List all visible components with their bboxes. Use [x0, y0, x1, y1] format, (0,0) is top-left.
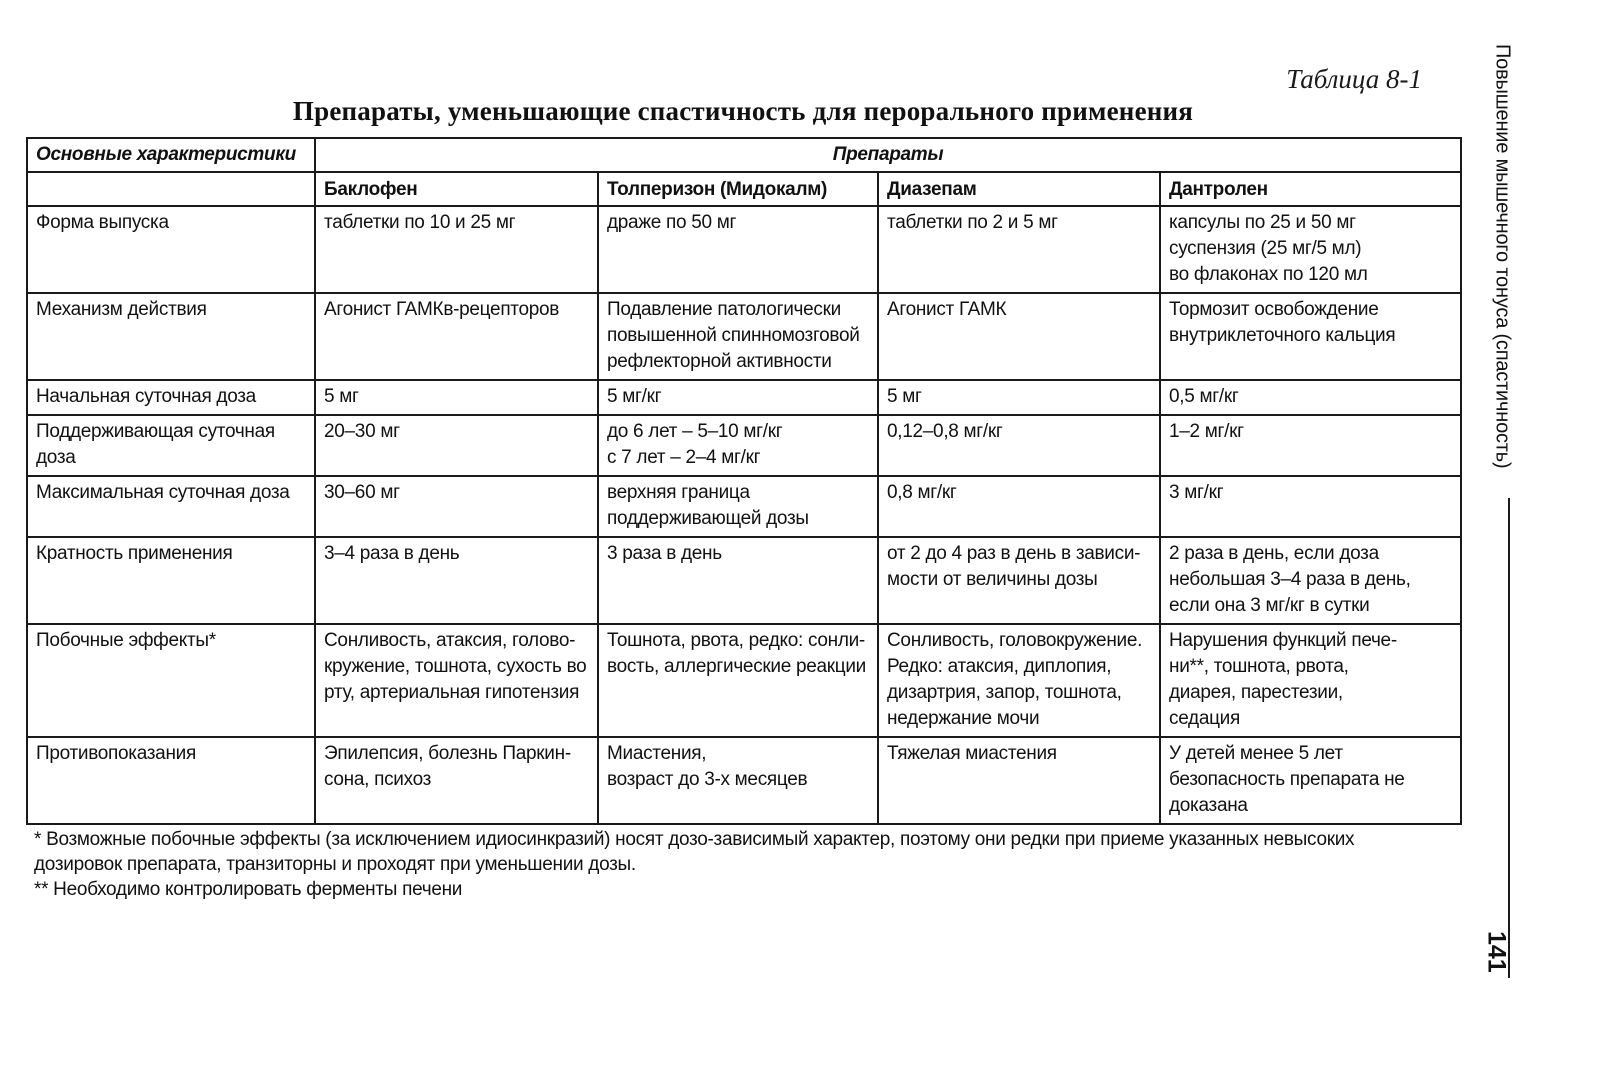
cell-line: верхняя граница: [607, 482, 750, 503]
table-row-frequency: [27, 537, 1461, 624]
cell-form-dantrolene: [1160, 206, 1461, 293]
cell-line: 1–2 мг/кг: [1169, 421, 1244, 442]
cell-line: повышенной спинномозговой: [607, 325, 860, 346]
cell-contraindications-dantrolene: [1160, 737, 1461, 824]
footnotes: [34, 827, 1454, 902]
footnote-1: * Возможные побочные эффекты (за исключением идиосинкразий) носят дозо-зависимый характер, поэтому они редки при приеме указанных невысоких: [34, 829, 1355, 850]
cell-line: дизартрия, запор, тошнота,: [887, 682, 1122, 703]
row-label-contraindications: Противопоказания: [27, 737, 315, 824]
table-title: Препараты, уменьшающие спастичность для перорального применения: [292, 96, 1194, 126]
cell-line: Миастения,: [607, 743, 707, 764]
row-label-initial-dose: Начальная суточная доза: [27, 380, 315, 415]
cell-side-effects-diazepam: [878, 624, 1160, 737]
cell-max-dose-baclofen: [315, 476, 598, 537]
footnote-2: ** Необходимо контролировать ферменты печени: [34, 879, 463, 900]
table-row-side-effects: [27, 624, 1461, 737]
cell-line: седация: [1169, 708, 1240, 729]
cell-form-diazepam: [878, 206, 1160, 293]
cell-line: 3 раза в день: [607, 543, 722, 564]
cell-line: Подавление патологически: [607, 299, 841, 320]
cell-max-dose-dantrolene: [1160, 476, 1461, 537]
cell-line: 2 раза в день, если доза: [1169, 543, 1379, 564]
cell-line: Эпилепсия, болезнь Паркин-: [324, 743, 571, 764]
cell-line: ни**, тошнота, рвота,: [1169, 656, 1349, 677]
table-body: [27, 206, 1461, 824]
cell-line: 0,8 мг/кг: [887, 482, 957, 503]
table-row-contraindications: [27, 737, 1461, 824]
footnote-1-continuation: дозировок препарата, транзиторны и проходят при уменьшении дозы.: [34, 854, 636, 875]
drug-header-tolperisone: Толперизон (Мидокалм): [598, 172, 878, 206]
cell-line: сона, психоз: [324, 769, 432, 790]
cell-line: 20–30 мг: [324, 421, 400, 442]
cell-line: Агонист ГАМКв-рецепторов: [324, 299, 560, 320]
cell-line: диарея, парестезии,: [1169, 682, 1343, 703]
cell-maintenance-dose-baclofen: [315, 415, 598, 476]
cell-form-baclofen: [315, 206, 598, 293]
cell-line: доказана: [1169, 795, 1248, 816]
cell-line: таблетки по 2 и 5 мг: [887, 212, 1058, 233]
side-rule: [1508, 498, 1510, 978]
cell-initial-dose-diazepam: [878, 380, 1160, 415]
cell-line: до 6 лет – 5–10 мг/кг: [607, 421, 783, 442]
cell-max-dose-diazepam: [878, 476, 1160, 537]
cell-line: безопасность препарата не: [1169, 769, 1405, 790]
table-row-form: [27, 206, 1461, 293]
table-row-max-dose: [27, 476, 1461, 537]
cell-line: Тошнота, рвота, редко: сонли-: [607, 630, 865, 651]
cell-line: таблетки по 10 и 25 мг: [324, 212, 516, 233]
header-row-drugs: [27, 172, 1461, 206]
cell-line: 3 мг/кг: [1169, 482, 1224, 503]
cell-line: кружение, тошнота, сухость во: [324, 656, 587, 677]
cell-line: 3–4 раза в день: [324, 543, 460, 564]
cell-line: рефлекторной активности: [607, 351, 832, 372]
table-row-maintenance-dose: [27, 415, 1461, 476]
row-label-side-effects: Побочные эффекты*: [27, 624, 315, 737]
cell-line: 5 мг: [324, 386, 359, 407]
cell-maintenance-dose-tolperisone: [598, 415, 878, 476]
header-row-top: [27, 138, 1461, 172]
running-head-text: Повышение мышечного тонуса (спастичность): [1491, 44, 1514, 469]
page-number-text: 141: [1482, 931, 1511, 973]
row-label-mechanism: Механизм действия: [27, 293, 315, 380]
table-number: Таблица 8-1: [1286, 64, 1422, 94]
cell-side-effects-tolperisone: [598, 624, 878, 737]
cell-line: поддерживающей дозы: [607, 508, 809, 529]
cell-contraindications-baclofen: [315, 737, 598, 824]
cell-line: драже по 50 мг: [607, 212, 737, 233]
cell-line: с 7 лет – 2–4 мг/кг: [607, 447, 761, 468]
cell-maintenance-dose-dantrolene: [1160, 415, 1461, 476]
characteristics-header: Основные характеристики: [27, 138, 315, 172]
cell-line: Тяжелая миастения: [887, 743, 1057, 764]
cell-line: Агонист ГАМК: [887, 299, 1007, 320]
cell-initial-dose-baclofen: [315, 380, 598, 415]
cell-line: мости от величины дозы: [887, 569, 1098, 590]
table-row-mechanism: [27, 293, 1461, 380]
cell-line: суспензия (25 мг/5 мл): [1169, 238, 1362, 259]
drug-comparison-table: [26, 137, 1462, 825]
cell-mechanism-tolperisone: [598, 293, 878, 380]
cell-line: Сонливость, головокружение.: [887, 630, 1143, 651]
cell-line: рту, артериальная гипотензия: [324, 682, 580, 703]
cell-frequency-diazepam: [878, 537, 1160, 624]
cell-line: от 2 до 4 раз в день в зависи-: [887, 543, 1141, 564]
cell-line: возраст до 3-х месяцев: [607, 769, 808, 790]
drugs-header: Препараты: [315, 138, 1461, 172]
cell-max-dose-tolperisone: [598, 476, 878, 537]
cell-form-tolperisone: [598, 206, 878, 293]
cell-contraindications-diazepam: [878, 737, 1160, 824]
cell-maintenance-dose-diazepam: [878, 415, 1160, 476]
cell-frequency-dantrolene: [1160, 537, 1461, 624]
cell-line: небольшая 3–4 раза в день,: [1169, 569, 1411, 590]
cell-mechanism-baclofen: [315, 293, 598, 380]
cell-frequency-baclofen: [315, 537, 598, 624]
cell-line: Редко: атаксия, диплопия,: [887, 656, 1112, 677]
cell-line: 5 мг/кг: [607, 386, 662, 407]
row-label-maintenance-dose: Поддерживающая суточная доза: [27, 415, 315, 476]
table-row-initial-dose: [27, 380, 1461, 415]
cell-line: 0,5 мг/кг: [1169, 386, 1239, 407]
drug-header-baclofen: Баклофен: [315, 172, 598, 206]
cell-line: капсулы по 25 и 50 мг: [1169, 212, 1356, 233]
cell-side-effects-baclofen: [315, 624, 598, 737]
cell-mechanism-diazepam: [878, 293, 1160, 380]
cell-line: недержание мочи: [887, 708, 1040, 729]
cell-initial-dose-tolperisone: [598, 380, 878, 415]
cell-line: внутриклеточного кальция: [1169, 325, 1396, 346]
drug-header-diazepam: Диазепам: [878, 172, 1160, 206]
cell-frequency-tolperisone: [598, 537, 878, 624]
cell-contraindications-tolperisone: [598, 737, 878, 824]
cell-side-effects-dantrolene: [1160, 624, 1461, 737]
cell-line: вость, аллергические реакции: [607, 656, 866, 677]
cell-line: У детей менее 5 лет: [1169, 743, 1343, 764]
cell-line: 30–60 мг: [324, 482, 400, 503]
cell-line: Тормозит освобождение: [1169, 299, 1379, 320]
cell-line: Сонливость, атаксия, голово-: [324, 630, 576, 651]
cell-line: 0,12–0,8 мг/кг: [887, 421, 1003, 442]
row-label-form: Форма выпуска: [27, 206, 315, 293]
drug-header-dantrolene: Дантролен: [1160, 172, 1461, 206]
row-label-frequency: Кратность применения: [27, 537, 315, 624]
empty-header-cell: [27, 172, 315, 206]
cell-mechanism-dantrolene: [1160, 293, 1461, 380]
cell-line: 5 мг: [887, 386, 922, 407]
cell-line: если она 3 мг/кг в сутки: [1169, 595, 1370, 616]
cell-initial-dose-dantrolene: [1160, 380, 1461, 415]
cell-line: во флаконах по 120 мл: [1169, 264, 1368, 285]
running-head: [1482, 44, 1522, 484]
cell-line: Нарушения функций пече-: [1169, 630, 1397, 651]
page-number: [1478, 930, 1514, 974]
row-label-max-dose: Максимальная суточная доза: [27, 476, 315, 537]
